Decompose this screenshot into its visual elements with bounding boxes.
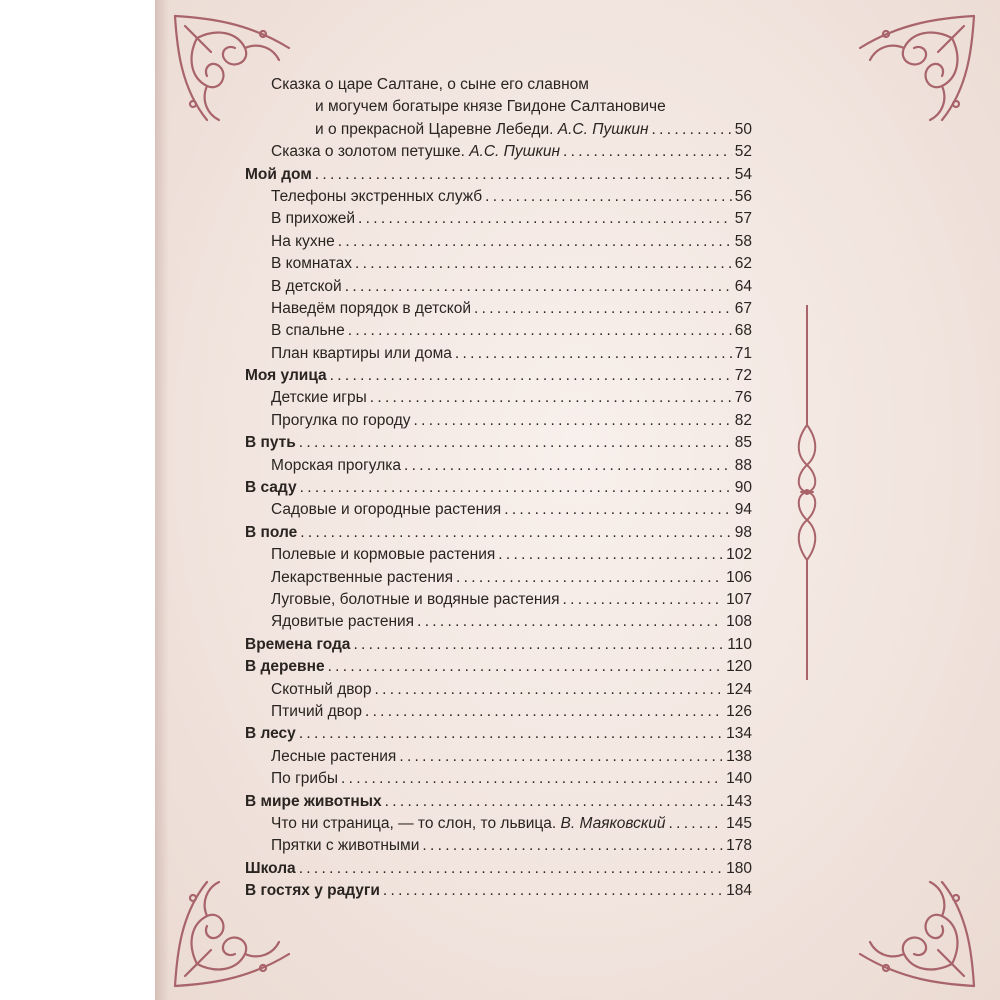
book-page [155,0,1000,1000]
toc-entry[interactable] [245,746,752,768]
toc-entry-title-text: По грибы [271,770,339,788]
toc-entry-title-text: Мой дом [245,165,312,183]
dot-leader [485,186,732,208]
dot-leader [338,231,732,253]
dot-leader [504,499,732,521]
toc-entry-title [271,343,452,365]
toc-entry-title [271,186,482,208]
toc-entry-title-text: Сказка о золотом петушке. [271,143,465,161]
toc-entry-title [245,432,296,454]
toc-entry-title [245,656,325,678]
toc-entry[interactable] [245,119,752,141]
dot-leader [652,119,732,141]
toc-entry-title [245,880,380,902]
toc-section[interactable] [245,634,752,656]
dot-leader [353,634,724,656]
dot-leader [341,768,723,790]
dot-leader [474,298,732,320]
toc-entry-title-text: Скотный двор [271,680,372,698]
toc-entry-title-text: Ядовитые растения [271,613,415,631]
dot-leader [404,455,732,477]
toc-entry-line[interactable] [245,74,752,96]
toc-page-number: 102 [726,546,752,564]
toc-entry[interactable] [245,701,752,723]
toc-section[interactable] [245,522,752,544]
toc-entry-title [271,410,411,432]
toc-page-number: 68 [734,322,752,340]
toc-entry-title: и могучем богатыре князе Гвидоне Салтановиче [315,98,666,116]
corner-flourish-icon [852,874,982,994]
toc-entry[interactable] [245,343,752,365]
toc-entry-title [245,365,327,387]
toc-entry-title-text: В комнатах [271,255,353,273]
toc-entry[interactable] [245,141,752,163]
toc-entry-title [271,768,338,790]
dot-leader [563,141,732,163]
toc-entry-list [245,141,752,902]
toc-entry-title-text: Лесные растения [271,747,397,765]
toc-section[interactable] [245,365,752,387]
toc-page-number: 107 [726,590,752,608]
toc-section[interactable] [245,164,752,186]
toc-entry[interactable] [245,231,752,253]
dot-leader [370,387,732,409]
toc-entry[interactable] [245,813,752,835]
toc-page-number: 94 [734,501,752,519]
dot-leader [358,208,732,230]
toc-page-number: 145 [726,814,752,832]
toc-entry-title [271,231,335,253]
toc-page-number: 71 [734,344,752,362]
dot-leader [417,611,723,633]
dot-leader [330,365,732,387]
toc-page-number: 58 [734,232,752,250]
toc-section[interactable] [245,477,752,499]
dot-leader [668,813,723,835]
toc-entry-title [271,276,342,298]
toc-page-number: 138 [726,747,752,765]
toc-page-number: 110 [727,635,752,653]
dot-leader [345,276,732,298]
toc-entry[interactable] [245,410,752,432]
toc-entry-title-text: В лесу [245,725,296,743]
toc-section[interactable] [245,723,752,745]
dot-leader [300,522,732,544]
toc-entry-title-text: В спальне [271,322,345,340]
toc-entry-title [271,746,396,768]
toc-entry-author: А.С. Пушкин [469,143,560,161]
toc-entry[interactable] [245,589,752,611]
toc-entry-title-text: Полевые и кормовые растения [271,546,496,564]
toc-page-number: 76 [734,389,752,407]
toc-page-number: 57 [734,210,752,228]
dot-leader [498,544,723,566]
toc-entry-title [245,723,296,745]
dot-leader [385,791,724,813]
dot-leader [399,746,723,768]
toc-entry[interactable] [245,455,752,477]
toc-entry-title [271,253,352,275]
toc-section[interactable] [245,432,752,454]
toc-entry[interactable] [245,276,752,298]
toc-section[interactable] [245,880,752,902]
toc-page-number: 64 [734,277,752,295]
dot-leader [455,343,732,365]
toc-page-number: 143 [726,792,752,810]
toc-entry-title [271,141,560,163]
toc-entry-title-text: В деревне [245,658,325,676]
toc-entry-title [271,611,414,633]
dot-leader [300,477,732,499]
toc-entry-title [271,298,471,320]
toc-page-number: 106 [726,568,752,586]
toc-page-number: 50 [734,120,752,138]
toc-entry-title: Сказка о царе Салтане, о сыне его славном [271,76,589,93]
toc-entry-title [315,119,649,141]
toc-entry-title-text: Прогулка по городу [271,411,411,429]
toc-entry-title-text: Птичий двор [271,702,362,720]
toc-entry-title [271,567,453,589]
toc-page-number: 178 [726,837,752,855]
toc-page-number: 88 [734,456,752,474]
toc-entry-title-text: Что ни страница, — то слон, то львица. [271,814,557,832]
toc-entry-title-text: Луговые, болотные и водяные растения [271,590,560,608]
toc-entry-title [271,589,560,611]
toc-page-number: 98 [734,523,752,541]
toc-entry-title [245,858,296,880]
toc-entry-title-text: В детской [271,277,342,295]
toc-entry[interactable] [245,298,752,320]
dot-leader [414,410,732,432]
toc-entry-title [271,455,401,477]
toc-page-number: 56 [734,187,752,205]
toc-page-number: 120 [726,658,752,676]
dot-leader [563,589,724,611]
toc-entry-title [271,320,345,342]
dot-leader [299,723,723,745]
toc-entry-title-text: и о прекрасной Царевне Лебеди. [315,120,554,138]
toc-entry[interactable] [245,208,752,230]
toc-entry-title [271,387,367,409]
dot-leader [299,432,732,454]
toc-entry-line[interactable] [245,96,752,118]
toc-section[interactable] [245,858,752,880]
toc-entry-title-text: Моя улица [245,367,327,385]
toc-entry-title-text: Лекарственные растения [271,568,454,586]
toc-entry-title [245,477,297,499]
dot-leader [355,253,732,275]
toc-entry-title [271,813,665,835]
toc-entry-title-text: Школа [245,859,296,877]
toc-page-number: 67 [734,299,752,317]
toc-entry-title [271,679,372,701]
dot-leader [422,835,723,857]
toc-page-number: 82 [734,411,752,429]
toc-page-number: 180 [726,859,752,877]
toc-entry-title-text: Наведём порядок в детской [271,299,471,317]
toc-entry-title-text: В гостях у радуги [245,882,380,900]
toc-entry-title [271,544,495,566]
toc-page-number: 134 [726,725,752,743]
dot-leader [383,880,723,902]
toc-page-number: 126 [726,702,752,720]
toc-page-number: 62 [734,255,752,273]
toc-entry-title-text: Садовые и огородные растения [271,501,502,519]
toc-entry-title-text: В поле [245,523,298,541]
toc-page-number: 85 [734,434,752,452]
toc-entry[interactable] [245,567,752,589]
dot-leader [348,320,732,342]
dot-leader [456,567,723,589]
toc-entry-title-text: В прихожей [271,210,355,228]
toc-page-number: 72 [734,367,752,385]
table-of-contents [245,74,752,902]
toc-page-number: 90 [734,479,752,497]
toc-entry[interactable] [245,320,752,342]
toc-entry[interactable] [245,544,752,566]
toc-page-number: 140 [726,770,752,788]
toc-page-number: 108 [726,613,752,631]
toc-entry-title [245,164,312,186]
toc-entry-title-text: План квартиры или дома [271,344,452,362]
toc-entry-title-text: Времена года [245,635,351,653]
toc-entry[interactable] [245,499,752,521]
dot-leader [375,679,724,701]
toc-entry-title [271,701,362,723]
vertical-flourish-icon [792,305,822,680]
toc-page-number: 54 [734,165,752,183]
dot-leader [299,858,723,880]
toc-entry-author: В. Маяковский [560,814,666,832]
toc-entry-title-text: Морская прогулка [271,456,402,474]
toc-entry[interactable] [245,253,752,275]
toc-entry-title-text: Телефоны экстренных служб [271,187,483,205]
toc-entry-title [271,499,501,521]
toc-section[interactable] [245,656,752,678]
dot-leader [365,701,723,723]
toc-page-number: 124 [726,680,752,698]
toc-entry[interactable] [245,611,752,633]
toc-entry-title-text: В путь [245,434,296,452]
toc-entry-title [271,208,355,230]
toc-page-number: 184 [726,882,752,900]
toc-entry-title-text: Детские игры [271,389,367,407]
toc-entry-title [245,634,350,656]
toc-entry-title [271,835,419,857]
dot-leader [315,164,732,186]
dot-leader [328,656,724,678]
toc-entry-title-text: В саду [245,479,297,497]
toc-entry-title-text: На кухне [271,232,335,250]
toc-entry[interactable] [245,387,752,409]
toc-entry[interactable] [245,679,752,701]
corner-flourish-icon [852,8,982,128]
toc-entry[interactable] [245,835,752,857]
toc-entry-title-text: В мире животных [245,792,382,810]
toc-section[interactable] [245,791,752,813]
toc-entry-title-text: Прятки с животными [271,837,420,855]
toc-page-number: 52 [734,143,752,161]
toc-entry-title [245,522,297,544]
toc-entry-title [245,791,382,813]
toc-entry[interactable] [245,186,752,208]
toc-entry-author: А.С. Пушкин [557,120,649,138]
toc-entry[interactable] [245,768,752,790]
